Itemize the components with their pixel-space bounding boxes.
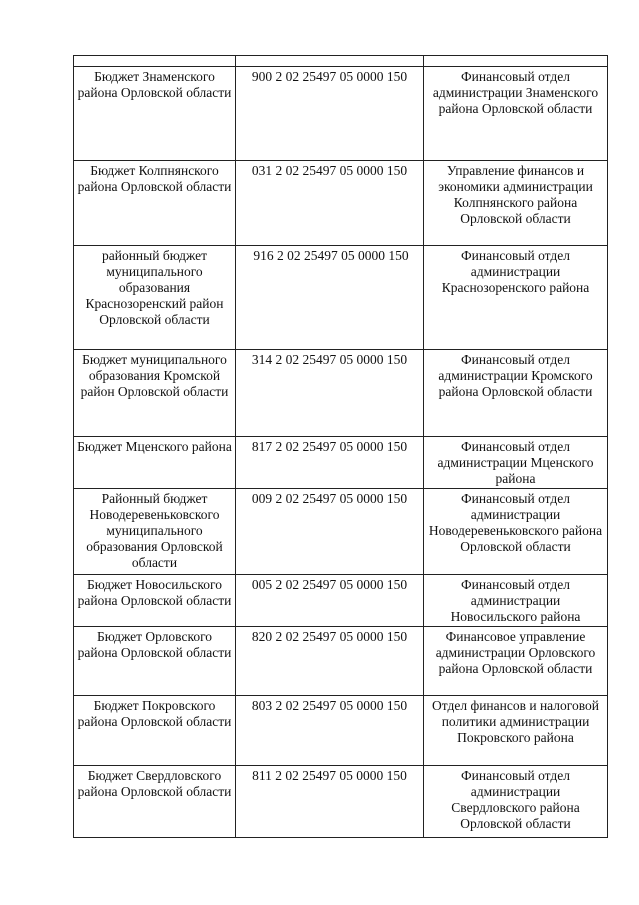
table-row — [74, 246, 608, 350]
org-cell: Финансовый отдел администрации Краснозоренского района — [424, 246, 608, 350]
header-cell-org — [424, 56, 608, 67]
budget-cell: Бюджет Колпнянского района Орловской области — [74, 161, 236, 246]
code-cell: 916 2 02 25497 05 0000 150 — [236, 246, 424, 350]
table-header-row — [74, 56, 608, 67]
code-cell: 009 2 02 25497 05 0000 150 — [236, 489, 424, 575]
table-row — [74, 575, 608, 627]
code-cell: 803 2 02 25497 05 0000 150 — [236, 696, 424, 766]
org-cell: Финансовый отдел администрации Свердловского района Орловской области — [424, 766, 608, 838]
budget-cell: Бюджет Свердловского района Орловской области — [74, 766, 236, 838]
code-cell: 811 2 02 25497 05 0000 150 — [236, 766, 424, 838]
org-cell: Финансовый отдел администрации Новодеревеньковского района Орловской области — [424, 489, 608, 575]
org-cell: Финансовый отдел администрации Знаменского района Орловской области — [424, 67, 608, 161]
budget-cell: Районный бюджет Новодеревеньковского муниципального образования Орловской области — [74, 489, 236, 575]
table-row — [74, 67, 608, 161]
header-cell-code — [236, 56, 424, 67]
table-row — [74, 437, 608, 489]
table-row — [74, 627, 608, 696]
table-row — [74, 696, 608, 766]
table-row — [74, 161, 608, 246]
code-cell: 005 2 02 25497 05 0000 150 — [236, 575, 424, 627]
budget-allocation-table — [73, 55, 608, 838]
org-cell: Финансовый отдел администрации Новосильского района — [424, 575, 608, 627]
org-cell: Управление финансов и экономики администрации Колпнянского района Орловской области — [424, 161, 608, 246]
code-cell: 031 2 02 25497 05 0000 150 — [236, 161, 424, 246]
org-cell: Отдел финансов и налоговой политики администрации Покровского района — [424, 696, 608, 766]
table-row — [74, 350, 608, 437]
budget-cell: районный бюджет муниципального образования Краснозоренский район Орловской области — [74, 246, 236, 350]
code-cell: 900 2 02 25497 05 0000 150 — [236, 67, 424, 161]
budget-cell: Бюджет Мценского района — [74, 437, 236, 489]
org-cell: Финансовый отдел администрации Кромского района Орловской области — [424, 350, 608, 437]
org-cell: Финансовый отдел администрации Мценского района — [424, 437, 608, 489]
code-cell: 820 2 02 25497 05 0000 150 — [236, 627, 424, 696]
budget-cell: Бюджет Покровского района Орловской области — [74, 696, 236, 766]
table-row — [74, 489, 608, 575]
header-cell-budget — [74, 56, 236, 67]
budget-cell: Бюджет Новосильского района Орловской области — [74, 575, 236, 627]
budget-cell: Бюджет муниципального образования Кромской район Орловской области — [74, 350, 236, 437]
budget-cell: Бюджет Орловского района Орловской области — [74, 627, 236, 696]
org-cell: Финансовое управление администрации Орловского района Орловской области — [424, 627, 608, 696]
code-cell: 817 2 02 25497 05 0000 150 — [236, 437, 424, 489]
code-cell: 314 2 02 25497 05 0000 150 — [236, 350, 424, 437]
table-row — [74, 766, 608, 838]
budget-cell: Бюджет Знаменского района Орловской области — [74, 67, 236, 161]
